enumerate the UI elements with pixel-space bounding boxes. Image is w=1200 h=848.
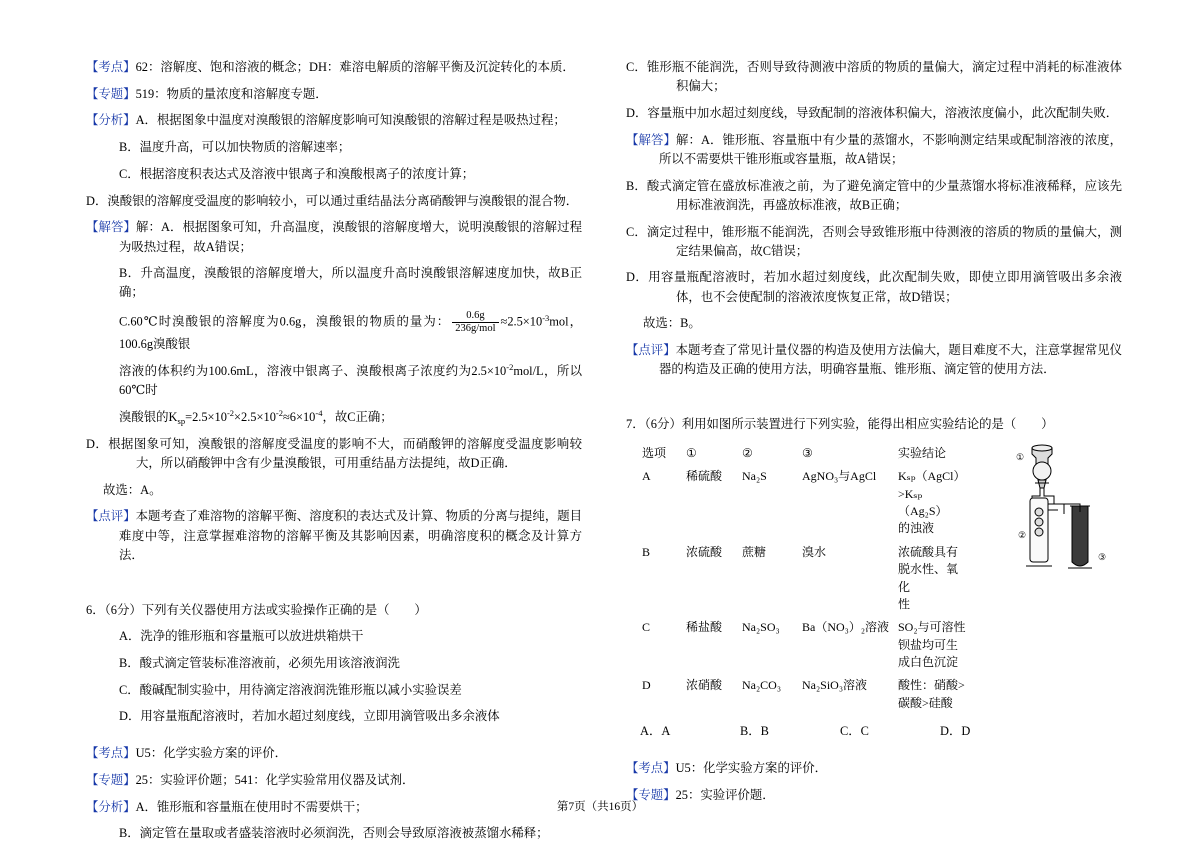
fenxi-a: A．根据图象中温度对溴酸银的溶解度影响可知溴酸银的溶解过程是吸热过程； <box>135 113 566 128</box>
answer-d: D．D <box>940 724 971 739</box>
fenxi-tag-6: 【分析】 <box>86 799 136 814</box>
jieda-b-6: B．酸式滴定管在盛放标准液之前，为了避免滴定管中的少量蒸馏水将标准液稀释，应该先用标准液润洗，再盛放标准液，故B正确； <box>626 178 1122 212</box>
spacer-4 <box>626 739 1122 749</box>
jieda-c-line2 <box>86 362 582 400</box>
ksp-sup2: -2 <box>275 407 283 418</box>
jieda-tag-6: 【解答】 <box>626 132 676 147</box>
gu-xuan-5: 故选：A。 <box>103 482 162 497</box>
dianping-line-5 <box>86 507 582 565</box>
answer-c: C．C <box>840 724 869 739</box>
question-6-text: 下列有关仪器使用方法或实验操作正确的是（ ） <box>141 602 427 617</box>
kaodian-text: 62：溶解度、饱和溶液的概念；DH：难溶电解质的溶解平衡及沉淀转化的本质． <box>135 60 575 74</box>
ksp-sup3: -4 <box>315 407 323 418</box>
question-6-option-d: D．用容量瓶配溶液时，若加水超过刻度线，立即用滴管吸出多余液体 <box>119 709 500 724</box>
th-col2: ② <box>742 445 753 460</box>
table-row <box>640 674 970 715</box>
kaodian-line-7 <box>626 759 1122 778</box>
jieda-c-line2-end: mol/L，所以60℃时 <box>119 364 582 398</box>
left-column <box>86 58 583 841</box>
ksp-label: 溴酸银的K <box>119 409 178 424</box>
row-d-option: D <box>642 678 651 693</box>
row-d-c3: Na₂SiO₃溶液 <box>802 678 868 693</box>
jieda-c-line2-sup: -2 <box>506 362 514 373</box>
experiment-apparatus-figure <box>1002 442 1122 592</box>
zhuanti-text-6: 25：实验评价题；541：化学实验常用仪器及试剂． <box>135 772 415 787</box>
row-c-c1: 稀盐酸 <box>686 620 723 635</box>
dianping-text-6: 本题考查了常见计量仪器的构造及使用方法偏大，题目难度不大，注意掌握常见仪器的构造及正确的使用方法，明确容量瓶、锥形瓶、滴定管的使用方法． <box>659 343 1123 377</box>
th-col3: ③ <box>802 445 813 460</box>
row-b-c4 <box>896 541 970 617</box>
row-b-c1: 浓硫酸 <box>686 544 723 559</box>
fenxi-d: D．溴酸银的溶解度受温度的影响较小，可以通过重结晶法分离硝酸钾与溴酸银的混合物． <box>86 193 579 208</box>
fraction <box>452 310 498 335</box>
right-column <box>626 58 1123 802</box>
jieda-line-6 <box>626 131 1122 169</box>
spacer <box>86 573 582 583</box>
answer-a: A．A <box>640 724 671 739</box>
fenxi-c: C．根据溶度积表达式及溶液中银离子和溴酸根离子的浓度计算； <box>119 166 475 181</box>
question-7-table <box>640 442 970 715</box>
fraction-denominator: 236g/mol <box>455 323 496 335</box>
jieda-c <box>86 310 582 354</box>
jieda-c-line2-text: 溶液的体积约为100.6mL，溶液中银离子、溴酸根离子浓度约为2.5×10 <box>119 364 507 379</box>
row-a-c4 <box>896 465 970 541</box>
row-a-c4-l2: 的浊液 <box>898 521 935 536</box>
kaodian-line-6 <box>86 744 582 763</box>
zhuanti-text-7: 25：实验评价题． <box>675 787 775 802</box>
question-6-option-b: B．酸式滴定管装标准溶液前，必须先用该溶液润洗 <box>119 655 400 670</box>
kaodian-line-5 <box>86 58 582 77</box>
fraction-numerator: 0.6g <box>452 310 498 323</box>
kaodian-text-7: U5：化学实验方案的评价． <box>675 761 828 776</box>
question-7-text: 利用如图所示装置进行下列实验，能得出相应实验结论的是（ ） <box>681 417 1054 432</box>
jieda-a-6: 解：A．锥形瓶、容量瓶中有少量的蒸馏水，不影响测定结果或配制溶液的浓度，所以不需要烘干锥形瓶或容量瓶，故A错误； <box>659 132 1123 166</box>
dianping-tag-6: 【点评】 <box>626 343 676 358</box>
question-6-option-c: C．酸碱配制实验中，用待滴定溶液润洗锥形瓶以减小实验误差 <box>119 682 462 697</box>
page-footer: 第7页（共16页） <box>556 801 644 813</box>
jieda-b: B．升高温度，溴酸银的溶解度增大，所以温度升高时溴酸银溶解速度加快，故B正确； <box>119 266 582 300</box>
svg-text:②: ② <box>1018 529 1027 540</box>
row-b-c2: 蔗糖 <box>742 544 767 559</box>
row-b-c4-l2: 性 <box>898 596 911 611</box>
question-7-answer-row <box>640 721 1040 739</box>
th-option: 选项 <box>642 445 667 460</box>
row-b-c4-l1: 浓硫酸具有脱水性、氧化 <box>898 544 959 594</box>
jieda-c-sup1: -3 <box>542 312 550 323</box>
ksp-mid: ×2.5×10 <box>234 409 276 424</box>
row-a-option: A <box>642 469 651 484</box>
row-d-c4 <box>896 674 970 715</box>
question-7-stem <box>626 415 1122 434</box>
spacer-3 <box>626 387 1122 397</box>
zhuanti-tag-7: 【专题】 <box>626 787 676 802</box>
jieda-c-6: C．滴定过程中，锥形瓶不能润洗，否则会导致锥形瓶中待测液的溶质的物质的量偏大，测定结果偏高，故C错误； <box>626 224 1122 258</box>
zhuanti-tag: 【专题】 <box>86 86 136 101</box>
question-7-number: 7．（6分） <box>626 417 682 432</box>
zhuanti-line-6 <box>86 771 582 790</box>
jieda-c-mid: ≈2.5×10 <box>500 314 543 329</box>
svg-text:③: ③ <box>1098 551 1107 562</box>
ksp-mid2: ≈6×10 <box>282 409 316 424</box>
kaodian-text-6: U5：化学实验方案的评价． <box>135 746 288 761</box>
row-c-option: C <box>642 620 651 635</box>
row-c-c3: Ba（NO₃）₂溶液 <box>802 620 890 635</box>
row-c-c4 <box>896 616 970 674</box>
jieda-line-5 <box>86 218 582 256</box>
kaodian-tag: 【考点】 <box>86 60 136 74</box>
row-c-c2: Na₂SO₃ <box>742 620 780 635</box>
ksp-post: =2.5×10 <box>185 409 227 424</box>
th-conclusion: 实验结论 <box>898 445 947 460</box>
dianping-tag: 【点评】 <box>86 509 136 524</box>
dianping-text: 本题考查了难溶物的溶解平衡、溶度积的表达式及计算、物质的分离与提纯，题目难度中等，注意掌握难溶物的溶解平衡及其影响因素，明确溶度积的概念及计算方法． <box>119 509 583 562</box>
row-d-c1: 浓硝酸 <box>686 678 723 693</box>
jieda-d-6: D．用容量瓶配溶液时，若加水超过刻度线，此次配制失败，即使立即用滴管吸出多余液体，也不会使配制的溶液浓度恢复正常，故D错误； <box>626 270 1122 304</box>
fenxi-d-6: D．容量瓶中加水超过刻度线，导致配制的溶液体积偏大，溶液浓度偏小，此次配制失败． <box>626 105 1119 120</box>
fenxi-b-6: B．滴定管在量取或者盛装溶液时必须润洗，否则会导致原溶液被蒸馏水稀释； <box>119 826 549 841</box>
zhuanti-line-5 <box>86 85 582 104</box>
table-header-row <box>640 442 970 465</box>
row-b-option: B <box>642 544 651 559</box>
row-b-c3: 溴水 <box>802 544 827 559</box>
question-7-body <box>626 442 1122 715</box>
question-6-stem <box>86 601 582 620</box>
table-row <box>640 541 970 617</box>
question-6-number: 6．（6分） <box>86 602 142 617</box>
row-c-c4-l2: 成白色沉淀 <box>898 655 959 670</box>
fenxi-c-6: C．锥形瓶不能润洗，否则导致待测液中溶质的物质的量偏大，滴定过程中消耗的标准液体积偏大； <box>626 60 1122 94</box>
row-a-c2: Na₂S <box>742 469 767 484</box>
fenxi-line-5 <box>86 111 582 130</box>
fenxi-tag: 【分析】 <box>86 113 136 128</box>
apparatus-svg <box>1002 442 1122 592</box>
jieda-c-line3 <box>86 408 582 427</box>
row-d-c4-l1: 酸性：硝酸>碳酸>硅酸 <box>898 678 965 710</box>
ksp-sup1: -2 <box>226 407 235 418</box>
dianping-line-6 <box>626 341 1122 379</box>
zhuanti-text: 519：物质的量浓度和溶解度专题． <box>135 86 328 101</box>
kaodian-tag-6: 【考点】 <box>86 746 136 761</box>
svg-text:①: ① <box>1016 451 1025 462</box>
jieda-c-mid2: mol，100.6g溴酸银 <box>119 314 582 352</box>
jieda-d: D．根据图象可知，溴酸银的溶解度受温度的影响不大，而硝酸钾的溶解度受温度影响较大，所以硝酸钾中含有少量溴酸银，可用重结晶方法提纯，故D正确． <box>86 436 582 470</box>
row-a-c1: 稀硫酸 <box>686 469 723 484</box>
row-d-c2: Na₂CO₃ <box>742 678 782 693</box>
ksp-end: ，故C正确； <box>322 409 393 424</box>
question-6-option-a: A．洗净的锥形瓶和容量瓶可以放进烘箱烘干 <box>119 629 364 644</box>
fenxi-a-6: A．锥形瓶和容量瓶在使用时不需要烘干； <box>135 799 368 814</box>
answer-b: B．B <box>740 724 769 739</box>
kaodian-tag-7: 【考点】 <box>626 761 676 776</box>
spacer-2 <box>86 734 582 744</box>
gu-xuan-6: 故选：B。 <box>643 316 701 331</box>
row-a-c3: AgNO₃与AgCl <box>802 469 877 484</box>
table-row <box>640 465 970 541</box>
th-col1: ① <box>686 445 697 460</box>
jieda-a: 解：A．根据图象可知，升高温度，溴酸银的溶解度增大，说明溴酸银的溶解过程为吸热过程，故A错误； <box>119 220 583 254</box>
ksp-sub: sp <box>177 415 186 426</box>
jieda-tag: 【解答】 <box>86 220 136 235</box>
spacer-5 <box>626 749 1122 759</box>
row-c-c4-l1: SO₂与可溶性钡盐均可生 <box>898 620 966 652</box>
zhuanti-tag-6: 【专题】 <box>86 772 136 787</box>
fenxi-b: B．温度升高，可以加快物质的溶解速率； <box>119 140 351 155</box>
table-row <box>640 616 970 674</box>
jieda-c-pre: C.60℃时溴酸银的溶解度为0.6g，溴酸银的物质的量为： <box>119 314 451 329</box>
row-a-c4-l1: Kₛₚ（AgCl）>Kₛₚ（Ag₂S） <box>898 469 966 518</box>
